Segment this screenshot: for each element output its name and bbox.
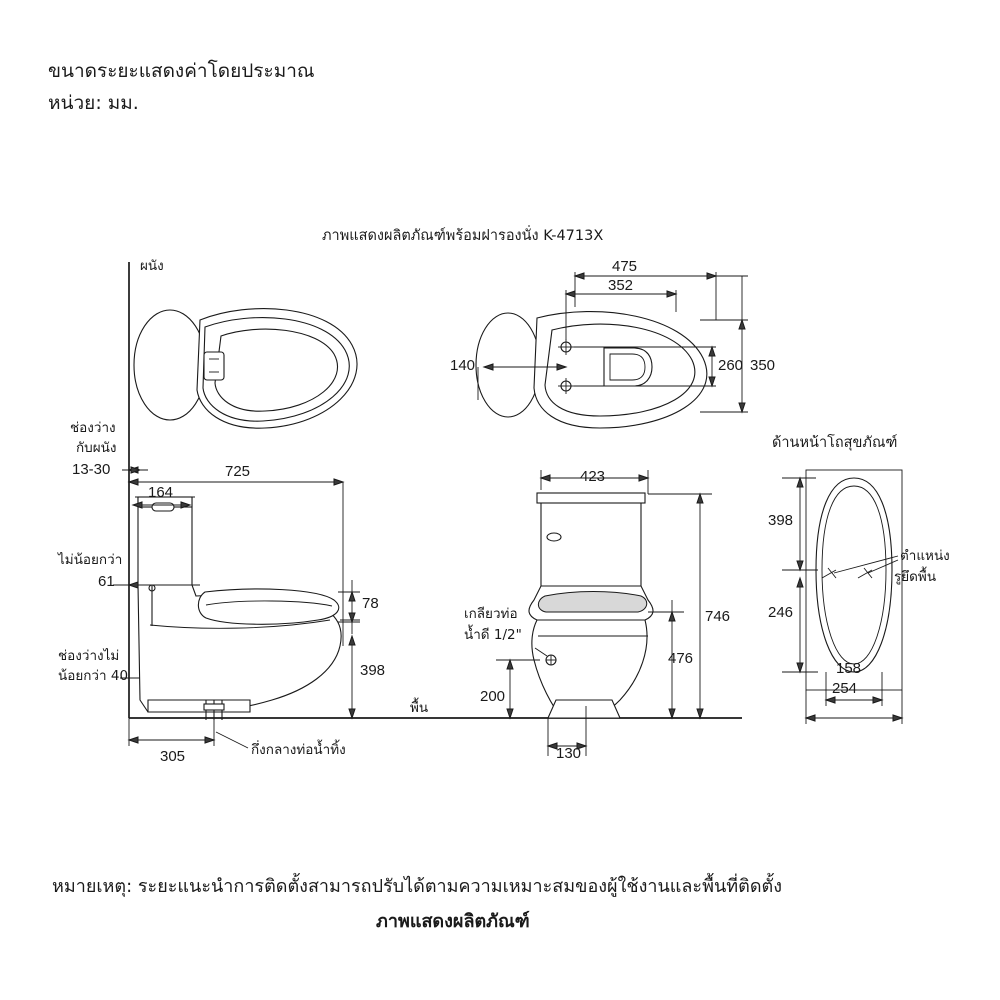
front-view-toilet — [529, 493, 653, 718]
dim-200: 200 — [480, 688, 506, 705]
thread-pipe-label-2: น้ำดี 1/2" — [464, 627, 522, 643]
dim-350: 350 — [750, 357, 776, 374]
dim-352: 352 — [608, 277, 634, 294]
front-seat-title: ด้านหน้าโถสุขภัณฑ์ — [772, 435, 898, 451]
dim-140: 140 — [450, 357, 476, 374]
dim-423: 423 — [580, 468, 606, 485]
gap-wall-label-1: ช่องว่าง — [70, 420, 116, 436]
gap-not-less-label-2: น้อยกว่า 40 — [58, 668, 129, 684]
floor-label: พื้น — [410, 700, 429, 716]
dim-seat-158: 158 — [836, 660, 862, 677]
dim-seat-254: 254 — [832, 680, 858, 697]
footer-note: หมายเหตุ: ระยะแนะนำการติดตั้งสามารถปรับได้ตามความเหมาะสมของผู้ใช้งานและพื้นที่ติดตั้ง — [52, 876, 782, 897]
floor-bolt-label-1: ตำแหน่ง — [900, 548, 950, 564]
dim-78: 78 — [362, 595, 379, 612]
dim-13-30: 13-30 — [72, 461, 111, 478]
dim-61: 61 — [98, 573, 115, 590]
footer-title: ภาพแสดงผลิตภัณฑ์ — [376, 911, 530, 932]
top-view-left-toilet — [134, 309, 357, 429]
wall-label: ผนัง — [140, 258, 164, 274]
dim-164: 164 — [148, 484, 174, 501]
side-view-toilet — [135, 497, 341, 720]
dim-130: 130 — [556, 745, 582, 762]
header-line-1: ขนาดระยะแสดงค่าโดยประมาณ — [48, 60, 315, 82]
dim-725: 725 — [225, 463, 251, 480]
thread-pipe-label-1: เกลียวท่อ — [464, 606, 518, 622]
gap-not-less-label-1: ช่องว่างไม่ — [58, 648, 120, 664]
header-line-2: หน่วย: มม. — [48, 92, 139, 114]
dim-seat-398: 398 — [768, 512, 794, 529]
dim-475: 475 — [612, 258, 638, 275]
dim-260: 260 — [718, 357, 744, 374]
dim-305: 305 — [160, 748, 186, 765]
dim-746: 746 — [705, 608, 731, 625]
gap-wall-label-2: กับผนัง — [76, 440, 117, 456]
top-view-title: ภาพแสดงผลิตภัณฑ์พร้อมฝารองนั่ง K-4713X — [322, 228, 604, 244]
dim-seat-246: 246 — [768, 604, 794, 621]
floor-bolt-label-2: รูยึดพื้น — [894, 569, 937, 585]
dim-398: 398 — [360, 662, 386, 679]
dim-476: 476 — [668, 650, 694, 667]
not-less-than-label: ไม่น้อยกว่า — [58, 552, 123, 568]
drain-center-label: กึ่งกลางท่อน้ำทิ้ง — [251, 742, 346, 758]
